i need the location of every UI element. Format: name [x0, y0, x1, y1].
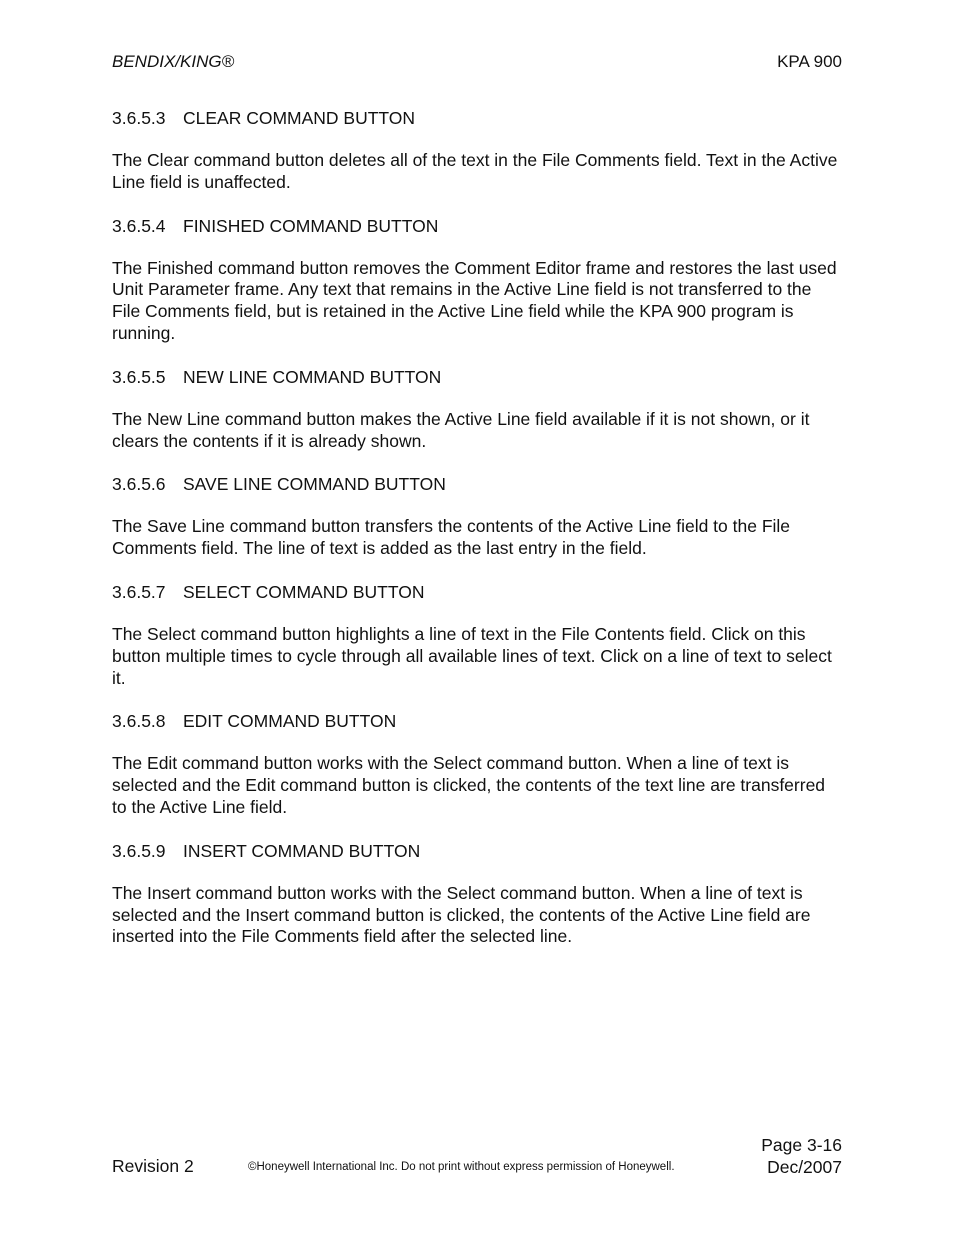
section-number: 3.6.5.9 — [112, 840, 166, 861]
section-number: 3.6.5.7 — [112, 581, 166, 602]
section-heading — [112, 840, 842, 862]
header-product: KPA 900 — [777, 52, 842, 71]
section-paragraph: The Select command button highlights a line of text in the File Contents field. Click on this button multiple times to cycle through all available lines of text. Click on a line of text to select it. — [112, 623, 832, 688]
document-body — [112, 107, 842, 969]
section-paragraph: The Edit command button works with the Select command button. When a line of text is selected and the Edit command button is clicked, the contents of the text line are transferred to the Active Line field. — [112, 753, 826, 817]
section-title: SELECT COMMAND BUTTON — [183, 581, 425, 602]
section-3-6-5-9 — [112, 840, 842, 948]
section-number: 3.6.5.3 — [112, 108, 166, 128]
section-3-6-5-5 — [112, 366, 842, 453]
section-heading — [112, 107, 842, 129]
section-3-6-5-6 — [112, 473, 842, 560]
section-paragraph: The New Line command button makes the Active Line field available if it is not shown, or it clears the contents if it is already shown. — [112, 408, 810, 451]
section-title: EDIT COMMAND BUTTON — [183, 711, 397, 732]
section-heading — [112, 581, 842, 603]
section-number: 3.6.5.8 — [112, 711, 166, 732]
section-3-6-5-3 — [112, 107, 842, 194]
section-paragraph: The Save Line command button transfers the contents of the Active Line field to the File Comments field. The line of text is added as the last entry in the field. — [112, 516, 791, 559]
section-number: 3.6.5.5 — [112, 366, 166, 387]
section-paragraph: The Clear command button deletes all of the text in the File Comments field. Text in the Active Line field is unaffected. — [112, 150, 838, 192]
section-title: CLEAR COMMAND BUTTON — [183, 108, 416, 128]
footer-revision: Revision 2 — [112, 1156, 194, 1176]
section-3-6-5-8 — [112, 710, 842, 818]
footer-page-number: Page 3-16 — [761, 1135, 842, 1155]
section-title: SAVE LINE COMMAND BUTTON — [183, 474, 446, 495]
footer-copyright: ©Honeywell International Inc. Do not print without express permission of Honeywell. — [248, 1161, 675, 1173]
section-3-6-5-4 — [112, 215, 842, 345]
section-heading — [112, 215, 842, 237]
section-heading — [112, 366, 842, 388]
section-title: INSERT COMMAND BUTTON — [183, 840, 421, 861]
section-title: NEW LINE COMMAND BUTTON — [183, 366, 442, 387]
section-title: FINISHED COMMAND BUTTON — [183, 215, 439, 236]
section-number: 3.6.5.6 — [112, 474, 166, 495]
section-paragraph: The Insert command button works with the Select command button. When a line of text is selected and the Insert command button is clicked, the contents of the Active Line field are inserted into the File Comments field after the selected line. — [112, 882, 811, 947]
section-heading — [112, 710, 842, 732]
section-paragraph: The Finished command button removes the Comment Editor frame and restores the last used Unit Parameter frame. Any text that remains in the Active Line field is not transferred to the File Comments field, but is retained in the Active Line field while the KPA 900 program is running. — [112, 257, 837, 343]
section-heading — [112, 473, 842, 495]
section-3-6-5-7 — [112, 581, 842, 689]
section-number: 3.6.5.4 — [112, 215, 166, 236]
footer-date: Dec/2007 — [767, 1157, 842, 1177]
footer-page-info — [761, 1134, 842, 1178]
header-brand: BENDIX/KING® — [112, 52, 235, 71]
